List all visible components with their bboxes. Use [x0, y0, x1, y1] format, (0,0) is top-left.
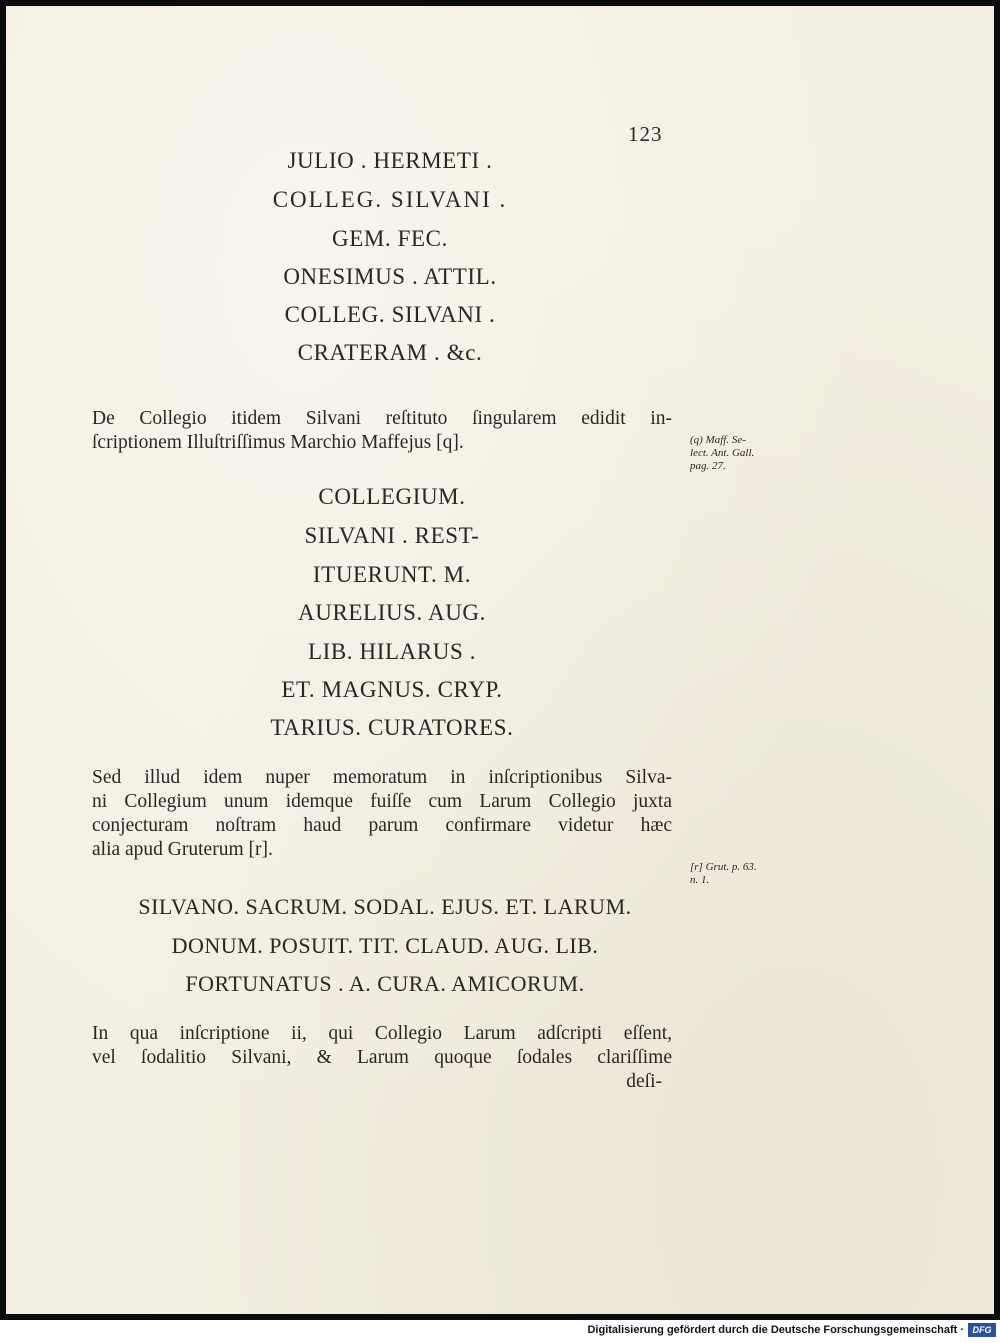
catchword: deſi- — [626, 1071, 662, 1092]
marginal-note-q — [690, 434, 754, 473]
inscription-line: TARIUS. CURATORES. — [270, 715, 514, 740]
inscription-line: COLLEG. SILVANI . — [284, 302, 496, 327]
inscription-line: COLLEG. SILVANI . — [272, 187, 508, 212]
inscription-line: DONUM. POSUIT. TIT. CLAUD. AUG. LIB. — [171, 933, 599, 958]
text-line: Sed illud idem nuper memoratum in inſcriptionibus Silva- — [92, 767, 672, 788]
text-line: ſcriptionem Illuſtriſſimus Marchio Maffejus [q]. — [92, 432, 464, 453]
inscription-line: SILVANO. SACRUM. SODAL. EJUS. ET. LARUM. — [138, 894, 632, 919]
inscription-line: ET. MAGNUS. CRYP. — [281, 677, 503, 702]
text-line: conjecturam noſtram haud parum confirmare videtur hæc — [92, 815, 672, 836]
inscription-line: COLLEGIUM. — [318, 484, 466, 509]
book-page — [6, 6, 994, 1314]
inscription-line: SILVANI . REST- — [304, 523, 480, 548]
note-line: (q) Maff. Se- — [690, 434, 746, 446]
inscription-line: FORTUNATUS . A. CURA. AMICORUM. — [185, 971, 585, 996]
note-line: pag. 27. — [690, 460, 726, 472]
inscription-line: LIB. HILARUS . — [307, 639, 477, 664]
paragraph-1 — [92, 407, 672, 455]
inscription-line: ITUERUNT. M. — [312, 562, 472, 587]
text-line: In qua inſcriptione ii, qui Collegio Larum adſcripti eſſent, — [92, 1023, 672, 1044]
marginal-note-r — [690, 861, 757, 887]
dfg-logo: DFG — [968, 1323, 996, 1337]
paragraph-2 — [92, 766, 672, 862]
inscription-line: JULIO . HERMETI . — [287, 148, 493, 173]
note-line: [r] Grut. p. 63. — [690, 861, 757, 873]
note-line: n. 1. — [690, 874, 710, 886]
text-line: vel ſodalitio Silvani, & Larum quoque ſodales clariſſime — [92, 1047, 672, 1068]
inscription-line: AURELIUS. AUG. — [298, 600, 486, 625]
note-line: lect. Ant. Gall. — [690, 447, 755, 459]
footer-bar — [0, 1320, 1000, 1343]
text-line: De Collegio itidem Silvani reſtituto ſingularem edidit in- — [92, 408, 672, 429]
page-number: 123 — [628, 122, 663, 146]
text-line: ni Collegium unum idemque fuiſſe cum Larum Collegio juxta — [92, 791, 672, 812]
paragraph-3 — [92, 1022, 672, 1094]
inscription-line: CRATERAM . &c. — [297, 340, 483, 365]
inscription-line: ONESIMUS . ATTIL. — [283, 264, 497, 289]
text-line: alia apud Gruterum [r]. — [92, 839, 273, 860]
funding-notice: Digitalisierung gefördert durch die Deutsche Forschungsgemeinschaft · — [587, 1324, 964, 1336]
inscription-line: GEM. FEC. — [332, 226, 448, 251]
